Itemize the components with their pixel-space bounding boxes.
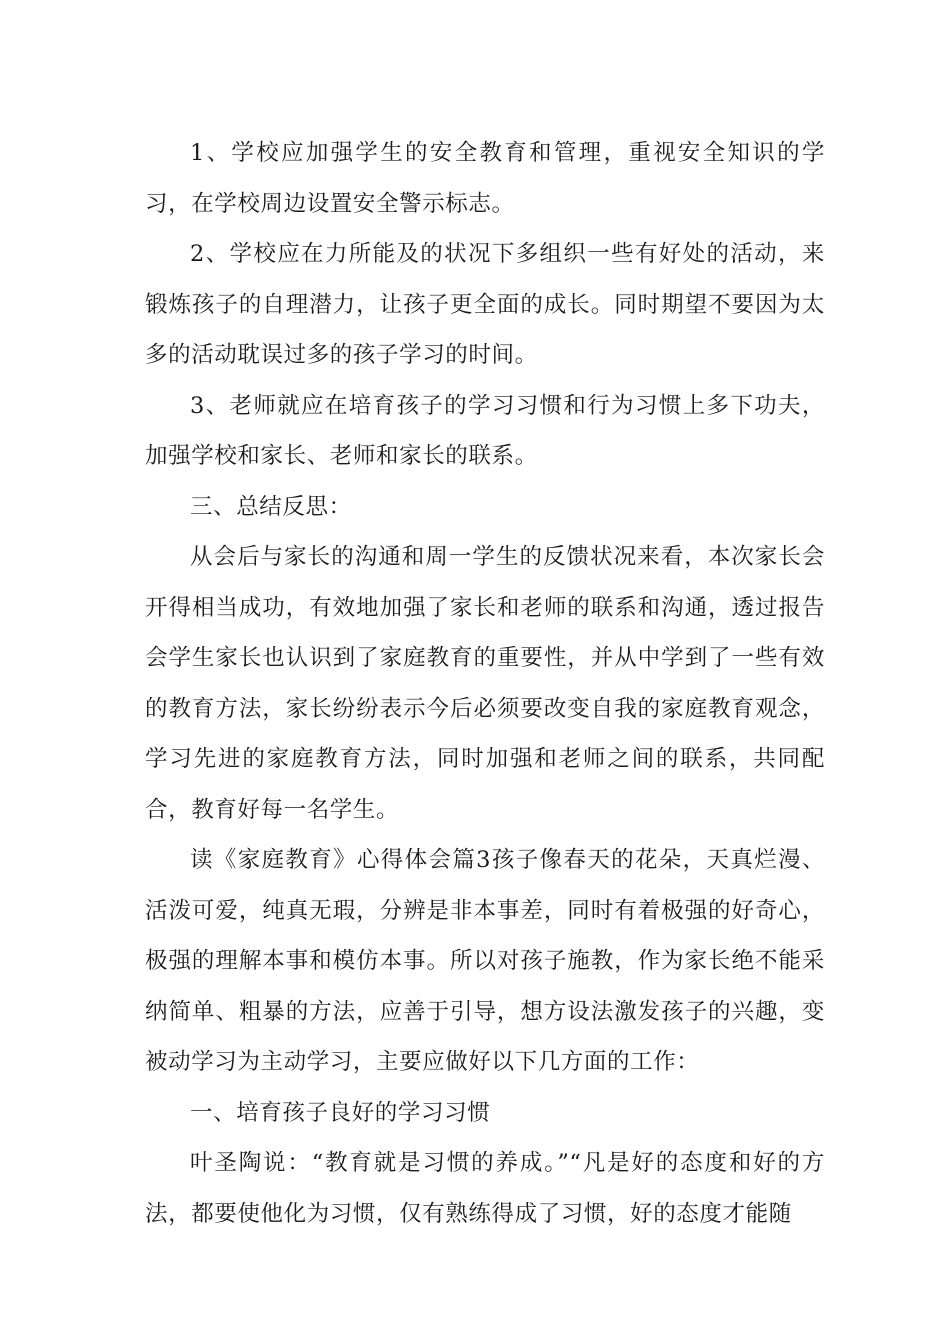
document-body xyxy=(145,128,825,1239)
paragraph-school-safety: 1、学校应加强学生的安全教育和管理，重视安全知识的学习，在学校周边设置安全警示标志。 xyxy=(145,140,825,217)
paragraph-summary: 从会后与家长的沟通和周一学生的反馈状况来看，本次家长会开得相当成功，有效地加强了家长和老师的联系和沟通，透过报告会学生家长也认识到了家庭教育的重要性，并从中学到了一些有效的教育方法，家长纷纷表示今后必须要改变自我的家庭教育观念，学习先进的家庭教育方法，同时加强和老师之间的联系，共同配合，教育好每一名学生。 xyxy=(145,544,825,823)
section-heading-study-habits: 一、培育孩子良好的学习习惯 xyxy=(190,1099,491,1126)
paragraph-reading-reflection: 读《家庭教育》心得体会篇3孩子像春天的花朵，天真烂漫、活泼可爱，纯真无瑕，分辨是非本事差，同时有着极强的好奇心，极强的理解本事和模仿本事。所以对孩子施教，作为家长绝不能采纳简单、粗暴的方法，应善于引导，想方设法激发孩子的兴趣，变被动学习为主动学习，主要应做好以下几方面的工作： xyxy=(145,847,825,1075)
paragraph-school-activities: 2、学校应在力所能及的状况下多组织一些有好处的活动，来锻炼孩子的自理潜力，让孩子更全面的成长。同时期望不要因为太多的活动耽误过多的孩子学习的时间。 xyxy=(145,241,825,368)
paragraph-ye-shengtao-quote: 叶圣陶说：“教育就是习惯的养成。”“凡是好的态度和好的方法，都要使他化为习惯，仅有熟练得成了习惯，好的态度才能随 xyxy=(145,1150,825,1227)
section-heading-summary: 三、总结反思： xyxy=(190,493,352,520)
paragraph-teacher-habits: 3、老师就应在培育孩子的学习习惯和行为习惯上多下功夫，加强学校和家长、老师和家长的联系。 xyxy=(145,392,825,469)
